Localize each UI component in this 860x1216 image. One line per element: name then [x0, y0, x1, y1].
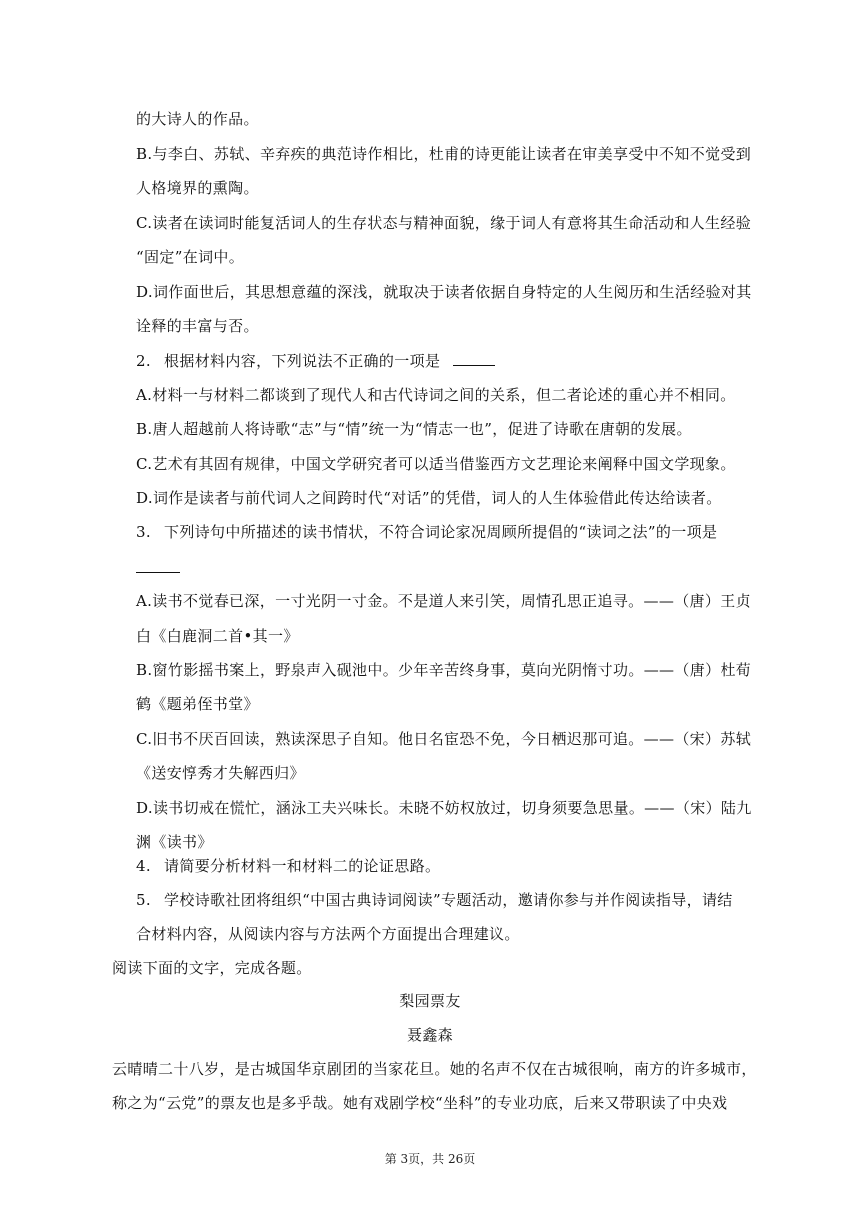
reading-instruction: 阅读下面的文字，完成各题。 — [112, 959, 312, 977]
option-d-line1: D.读书切戒在慌忙，涵泳工夫兴味长。未晓不妨权放过，切身须要急思量。——（宋）陆九 — [136, 799, 752, 817]
text-line: D.词作面世后，其思想意蕴的深浅，就取决于读者依据自身特定的人生阅历和生活经验对其 — [136, 283, 752, 301]
story-author: 聂鑫森 — [406, 1026, 454, 1044]
option-b-line2: 鹤《题弟侄书堂》 — [136, 695, 259, 713]
story-paragraph-line: 云晴晴二十八岁，是古城国华京剧团的当家花旦。她的名声不仅在古城很响，南方的许多城市， — [112, 1060, 757, 1078]
text-line: 诠释的丰富与否。 — [136, 317, 259, 335]
option-b: B.唐人超越前人将诗歌“志”与“情”统一为“情志一也”，促进了诗歌在唐朝的发展。 — [136, 420, 692, 438]
question-number: 2. — [136, 352, 152, 370]
text-line: “固定”在词中。 — [136, 248, 245, 266]
text-line: 的大诗人的作品。 — [136, 110, 259, 128]
question-text: 学校诗歌社团将组织“中国古典诗词阅读”专题活动，邀请你参与并作阅读指导，请结 — [164, 891, 733, 909]
question-2 — [136, 349, 495, 372]
option-c-line1: C.旧书不厌百回读，熟读深思子自知。他日名宦恐不免，今日栖迟那可追。——（宋）苏轼 — [136, 730, 752, 748]
story-title: 梨园票友 — [399, 992, 461, 1010]
question-number: 3. — [136, 523, 152, 541]
option-a-line2: 白《白鹿洞二首•其一》 — [136, 627, 299, 645]
question-3 — [136, 521, 717, 543]
question-number: 5. — [136, 891, 152, 909]
answer-blank[interactable] — [453, 349, 495, 366]
answer-blank-line — [136, 556, 180, 579]
option-b-line1: B.窗竹影摇书案上，野泉声入砚池中。少年辛苦终身事，莫向光阴惰寸功。——（唐）杜荀 — [136, 661, 752, 679]
page-footer: 第 3页，共 26页 — [384, 1152, 476, 1166]
question-4 — [136, 855, 440, 877]
question-number: 4. — [136, 857, 152, 875]
text-line: C.读者在读词时能复活词人的生存状态与精神面貌，缘于词人有意将其生命活动和人生经验 — [136, 214, 752, 232]
text-line: 人格境界的熏陶。 — [136, 179, 259, 197]
option-c-line2: 《送安惇秀才失解西归》 — [136, 764, 305, 782]
answer-blank[interactable] — [136, 556, 180, 573]
option-c: C.艺术有其固有规律，中国文学研究者可以适当借鉴西方文艺理论来阐释中国文学现象。 — [136, 455, 736, 473]
question-5 — [136, 889, 733, 911]
option-d: D.词作是读者与前代词人之间跨时代“对话”的凭借，词人的人生体验借此传达给读者。 — [136, 489, 722, 507]
question-text: 根据材料内容，下列说法不正确的一项是 — [164, 352, 441, 370]
question-text: 下列诗句中所描述的读书情状，不符合词论家况周顾所提倡的“读词之法”的一项是 — [164, 523, 718, 541]
option-a: A.材料一与材料二都谈到了现代人和古代诗词之间的关系，但二者论述的重心并不相同。 — [136, 386, 736, 404]
text-line: B.与李白、苏轼、辛弃疾的典范诗作相比，杜甫的诗更能让读者在审美享受中不知不觉受到 — [136, 145, 752, 163]
story-paragraph-line: 称之为“云党”的票友也是多乎哉。她有戏剧学校“坐科”的专业功底，后来又带职读了中央戏 — [112, 1094, 728, 1112]
question-text: 请简要分析材料一和材料二的论证思路。 — [164, 857, 441, 875]
option-a-line1: A.读书不觉春已深，一寸光阴一寸金。不是道人来引笑，周情孔思正追寻。——（唐）王贞 — [136, 592, 751, 610]
option-d-line2: 渊《读书》 — [136, 833, 213, 851]
question-5-line2: 合材料内容，从阅读内容与方法两个方面提出合理建议。 — [136, 925, 520, 943]
